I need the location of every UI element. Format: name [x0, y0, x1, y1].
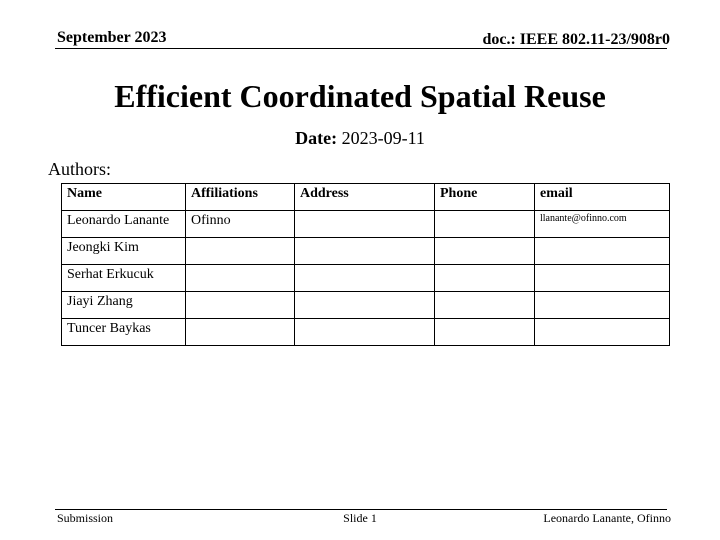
footer-divider — [55, 509, 667, 510]
date-line — [0, 128, 720, 149]
author-phone — [435, 319, 535, 346]
footer-submission: Submission — [57, 511, 114, 525]
author-address — [295, 265, 435, 292]
column-header-name: Name — [62, 184, 186, 211]
author-email — [535, 265, 670, 292]
header-doc-id: doc.: IEEE 802.11-23/908r0 — [482, 31, 670, 48]
column-header-address: Address — [295, 184, 435, 211]
author-email[interactable]: llanante@ofinno.com — [535, 211, 670, 238]
header-date: September 2023 — [57, 29, 167, 46]
author-name: Leonardo Lanante — [62, 211, 186, 238]
author-phone — [435, 265, 535, 292]
author-affiliation — [186, 265, 295, 292]
author-address — [295, 238, 435, 265]
column-header-phone: Phone — [435, 184, 535, 211]
author-phone — [435, 211, 535, 238]
date-label: Date: — [295, 128, 338, 148]
author-name: Tuncer Baykas — [62, 319, 186, 346]
header-divider — [55, 48, 667, 49]
author-name: Serhat Erkucuk — [62, 265, 186, 292]
author-email — [535, 238, 670, 265]
table-row — [62, 211, 670, 238]
slide-title: Efficient Coordinated Spatial Reuse — [114, 78, 606, 114]
author-affiliation — [186, 238, 295, 265]
footer-slide-number: Slide 1 — [343, 511, 377, 525]
column-header-affiliations: Affiliations — [186, 184, 295, 211]
author-email — [535, 319, 670, 346]
author-address — [295, 319, 435, 346]
column-header-email: email — [535, 184, 670, 211]
author-affiliation: Ofinno — [186, 211, 295, 238]
author-phone — [435, 238, 535, 265]
date-value: 2023-09-11 — [341, 128, 425, 148]
authors-label: Authors: — [48, 159, 111, 179]
table-row — [62, 292, 670, 319]
table-row — [62, 238, 670, 265]
author-email — [535, 292, 670, 319]
table-row — [62, 319, 670, 346]
footer-author: Leonardo Lanante, Ofinno — [543, 511, 671, 525]
author-address — [295, 211, 435, 238]
author-affiliation — [186, 319, 295, 346]
author-affiliation — [186, 292, 295, 319]
author-name: Jiayi Zhang — [62, 292, 186, 319]
table-header-row — [62, 184, 670, 211]
author-phone — [435, 292, 535, 319]
author-name: Jeongki Kim — [62, 238, 186, 265]
authors-table — [61, 183, 670, 346]
table-row — [62, 265, 670, 292]
author-address — [295, 292, 435, 319]
